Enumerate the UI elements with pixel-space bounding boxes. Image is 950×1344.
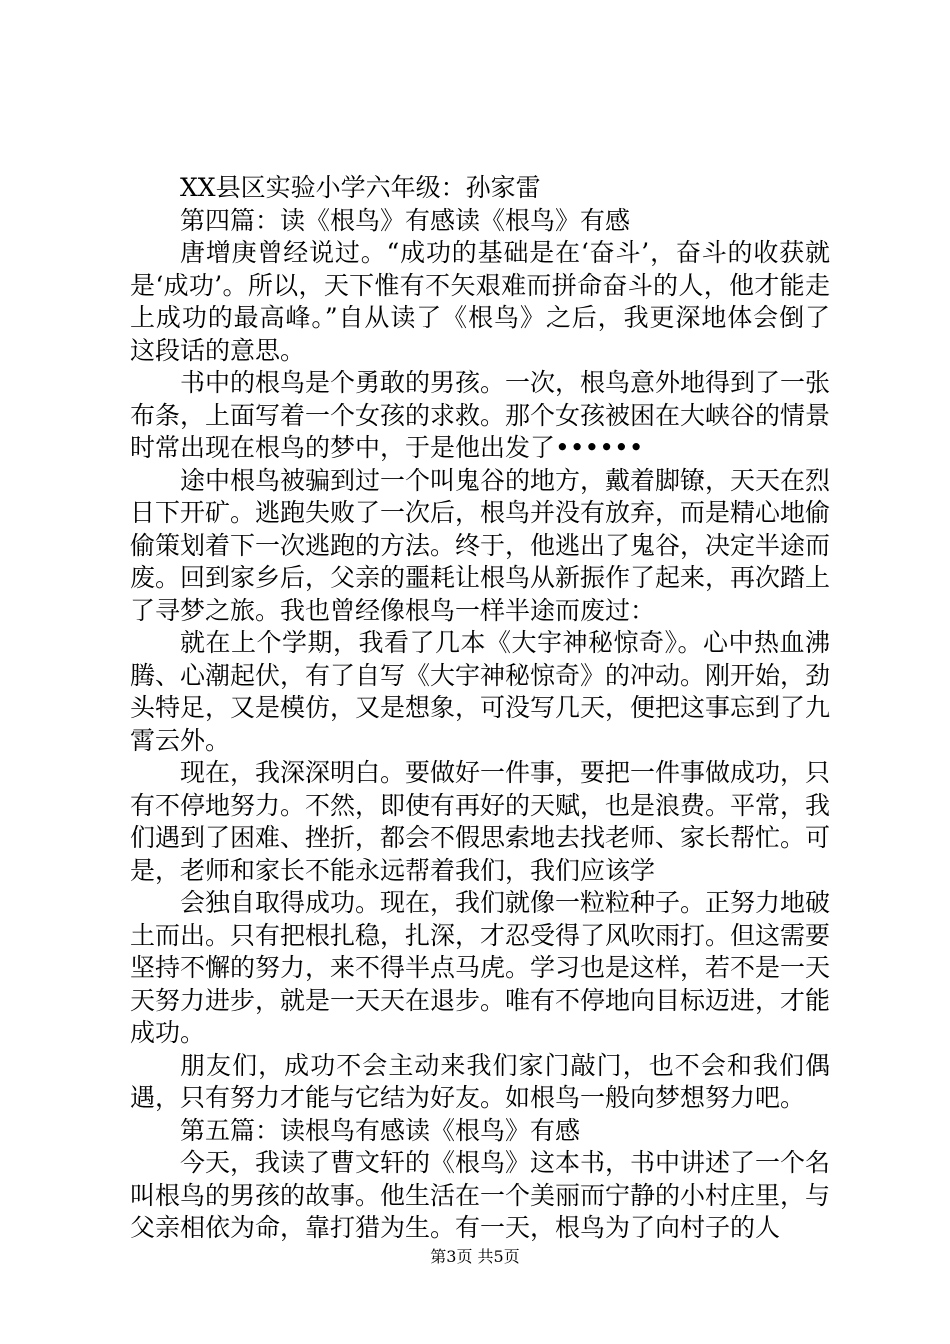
page-footer: 第3页 共5页 <box>430 1247 520 1266</box>
document-body <box>130 172 830 1245</box>
paragraph-body: 唐增庚曾经说过。“成功的基础是在‘奋斗’，奋斗的收获就是‘成功’。所以，天下惟有不矢艰难而拼命奋斗的人，他才能走上成功的最高峰。”自从读了《根鸟》之后，我更深地体会倒了这段话的意思。 <box>130 238 830 365</box>
paragraph-body: 会独自取得成功。现在，我们就像一粒粒种子。正努力地破土而出。只有把根扎稳，扎深，才忍受得了风吹雨打。但这需要坚持不懈的努力，来不得半点马虎。学习也是这样，若不是一天天努力进步，就是一天天在退步。唯有不停地向目标迈进，才能成功。 <box>130 888 831 1047</box>
paragraph-heading-part-four: 第四篇：读《根鸟》有感读《根鸟》有感 <box>180 205 631 235</box>
paragraph-body: 就在上个学期，我看了几本《大宇神秘惊奇》。心中热血沸腾、心潮起伏，有了自写《大宇神秘惊奇》的冲动。刚开始，劲头特足，又是模仿，又是想象，可没写几天，便把这事忘到了九霄云外。 <box>130 628 831 755</box>
paragraph-body: 朋友们，成功不会主动来我们家门敲门，也不会和我们偶遇，只有努力才能与它结为好友。如根鸟一般向梦想努力吧。 <box>130 1050 830 1112</box>
paragraph-body: 今天，我读了曹文轩的《根鸟》这本书，书中讲述了一个名叫根鸟的男孩的故事。他生活在一个美丽而宁静的小村庄里，与父亲相依为命，靠打猎为生。有一天，根鸟为了向村子的人 <box>130 1148 831 1242</box>
paragraph-heading-part-five: 第五篇：读根鸟有感读《根鸟》有感 <box>180 1115 581 1145</box>
paragraph-body: 书中的根鸟是个勇敢的男孩。一次，根鸟意外地得到了一张布条，上面写着一个女孩的求救。那个女孩被困在大峡谷的情景时常出现在根鸟的梦中，于是他出发了•••••• <box>130 368 831 462</box>
paragraph-body: 现在，我深深明白。要做好一件事，要把一件事做成功，只有不停地努力。不然，即使有再好的天赋，也是浪费。平常，我们遇到了困难、挫折，都会不假思索地去找老师、家长帮忙。可是，老师和家长不能永远帮着我们，我们应该学 <box>130 758 831 885</box>
paragraph-author-line: XX县区实验小学六年级：孙家雷 <box>180 173 541 202</box>
paragraph-body: 途中根鸟被骗到过一个叫鬼谷的地方，戴着脚镣，天天在烈日下开矿。逃跑失败了一次后，根鸟并没有放弃，而是精心地偷偷策划着下一次逃跑的方法。终于，他逃出了鬼谷，决定半途而废。回到家乡后，父亲的噩耗让根鸟从新振作了起来，再次踏上了寻梦之旅。我也曾经像根鸟一样半途而废过： <box>130 465 831 625</box>
